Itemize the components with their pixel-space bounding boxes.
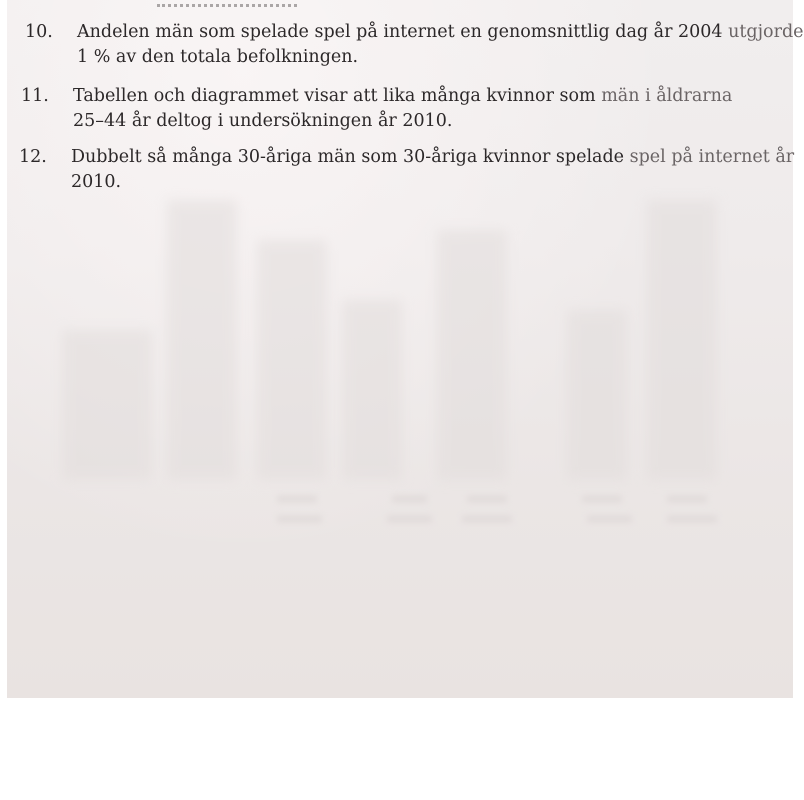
cut-off-text-fragment — [157, 0, 297, 7]
question-number: 11. — [21, 86, 49, 106]
question-text-line-2: 25–44 år deltog i undersökningen år 2010. — [73, 111, 453, 131]
show-through-bar — [437, 230, 507, 480]
question-number: 10. — [25, 22, 53, 42]
show-through-bar — [167, 200, 237, 480]
question-text-line-2: 2010. — [71, 172, 122, 192]
show-through-bar — [647, 200, 717, 480]
show-through-label — [582, 495, 622, 503]
question-text: Dubbelt så många 30-åriga män som 30-åriga kvinnor spelade — [71, 147, 625, 167]
show-through-bar — [567, 310, 627, 480]
show-through-label — [392, 495, 427, 503]
question-text: Andelen män som spelade spel på internet en genomsnittlig dag år 2004 — [77, 22, 723, 42]
question-text: Tabellen och diagrammet visar att lika många kvinnor som — [73, 86, 596, 106]
show-through-label — [277, 515, 322, 523]
show-through-bar — [342, 300, 402, 480]
show-through-label — [667, 495, 707, 503]
question-number: 12. — [19, 147, 47, 167]
question-text-line-2: 1 % av den totala befolkningen. — [77, 47, 359, 67]
question-text-line-1 — [73, 84, 732, 109]
show-through-label — [277, 495, 317, 503]
show-through-label — [387, 515, 432, 523]
show-through-bar — [257, 240, 327, 480]
question-text-tail: män i åldrarna — [601, 86, 733, 106]
show-through-label — [587, 515, 632, 523]
question-text-tail: utgjorde — [728, 22, 804, 42]
show-through-label — [462, 515, 512, 523]
show-through-label — [667, 515, 717, 523]
show-through-bar — [62, 330, 152, 480]
show-through-label — [467, 495, 507, 503]
page-photo — [7, 0, 804, 698]
question-text-tail: spel på internet år — [629, 147, 795, 167]
question-text-line-1 — [77, 20, 804, 45]
question-text-line-1 — [71, 145, 794, 170]
